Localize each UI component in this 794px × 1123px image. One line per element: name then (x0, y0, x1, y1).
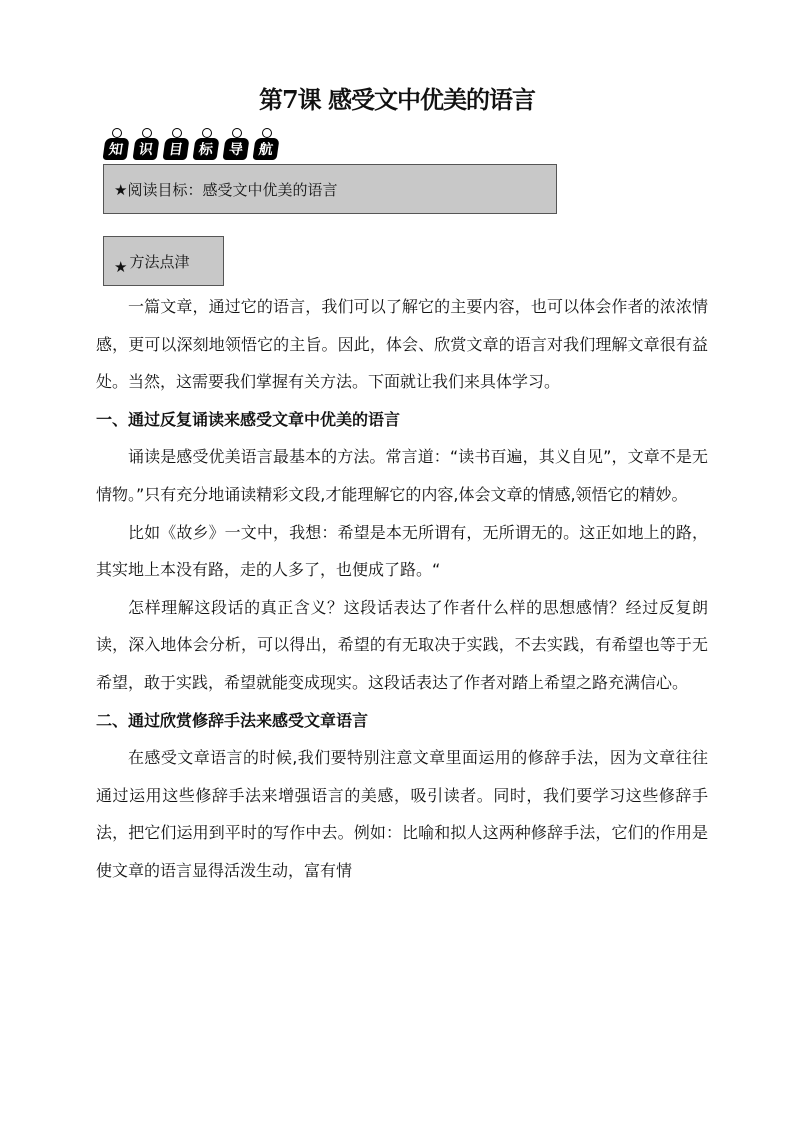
star-icon: ★ (114, 258, 128, 276)
banner-char-label: 标 (192, 138, 219, 160)
banner-char (104, 128, 130, 162)
ring-icon (172, 128, 182, 138)
banner-char-label: 目 (162, 138, 189, 160)
ring-icon (202, 128, 212, 138)
ring-icon (112, 128, 122, 138)
article-body (96, 288, 708, 890)
banner-char-label: 导 (222, 138, 249, 160)
banner-char (194, 128, 220, 162)
ring-icon (262, 128, 272, 138)
banner-char (224, 128, 250, 162)
body-paragraph: 怎样理解这段话的真正含义？这段话表达了作者什么样的思想感情？经过反复朗读，深入地体会分析，可以得出，希望的有无取决于实践，不去实践，有希望也等于无希望，敢于实践，希望就能变成现实。这段话表达了作者对踏上希望之路充满信心。 (96, 597, 708, 692)
method-tips-box (103, 236, 224, 286)
banner-char-label: 知 (102, 138, 129, 160)
ring-icon (142, 128, 152, 138)
section-heading-1: 一、通过反复诵读来感受文章中优美的语言 (96, 409, 401, 429)
method-tips-label: 方法点津 (129, 253, 190, 271)
reading-goal-text: ★阅读目标：感受文中优美的语言 (114, 181, 338, 199)
body-paragraph: 诵读是感受优美语言最基本的方法。常言道：“读书百遍，其义自见”，文章不是无情物。”只有充分地诵读精彩文段,才能理解它的内容,体会文章的情感,领悟它的精妙。 (96, 447, 708, 504)
ring-icon (232, 128, 242, 138)
section-heading-2: 二、通过欣赏修辞手法来感受文章语言 (96, 710, 369, 730)
banner-char-label: 航 (252, 138, 279, 160)
reading-goal-box (103, 164, 557, 214)
banner-char-label: 识 (132, 138, 159, 160)
lesson-title: 第7课 感受文中优美的语言 (258, 85, 536, 114)
banner-char (134, 128, 160, 162)
body-paragraph: 在感受文章语言的时候,我们要特别注意文章里面运用的修辞手法，因为文章往往通过运用这些修辞手法来增强语言的美感，吸引读者。同时，我们要学习这些修辞手法，把它们运用到平时的写作中去。例如：比喻和拟人这两种修辞手法，它们的作用是使文章的语言显得活泼生动，富有情 (96, 748, 708, 880)
intro-paragraph: 一篇文章，通过它的语言，我们可以了解它的主要内容，也可以体会作者的浓浓情感，更可以深刻地领悟它的主旨。因此，体会、欣赏文章的语言对我们理解文章很有益处。当然，这需要我们掌握有关方法。下面就让我们来具体学习。 (96, 297, 708, 392)
body-paragraph: 比如《故乡》一文中，我想：希望是本无所谓有，无所谓无的。这正如地上的路，其实地上本没有路，走的人多了，也便成了路。“ (96, 522, 708, 580)
banner-char (254, 128, 280, 162)
banner-char (164, 128, 190, 162)
knowledge-goal-banner (104, 128, 280, 162)
